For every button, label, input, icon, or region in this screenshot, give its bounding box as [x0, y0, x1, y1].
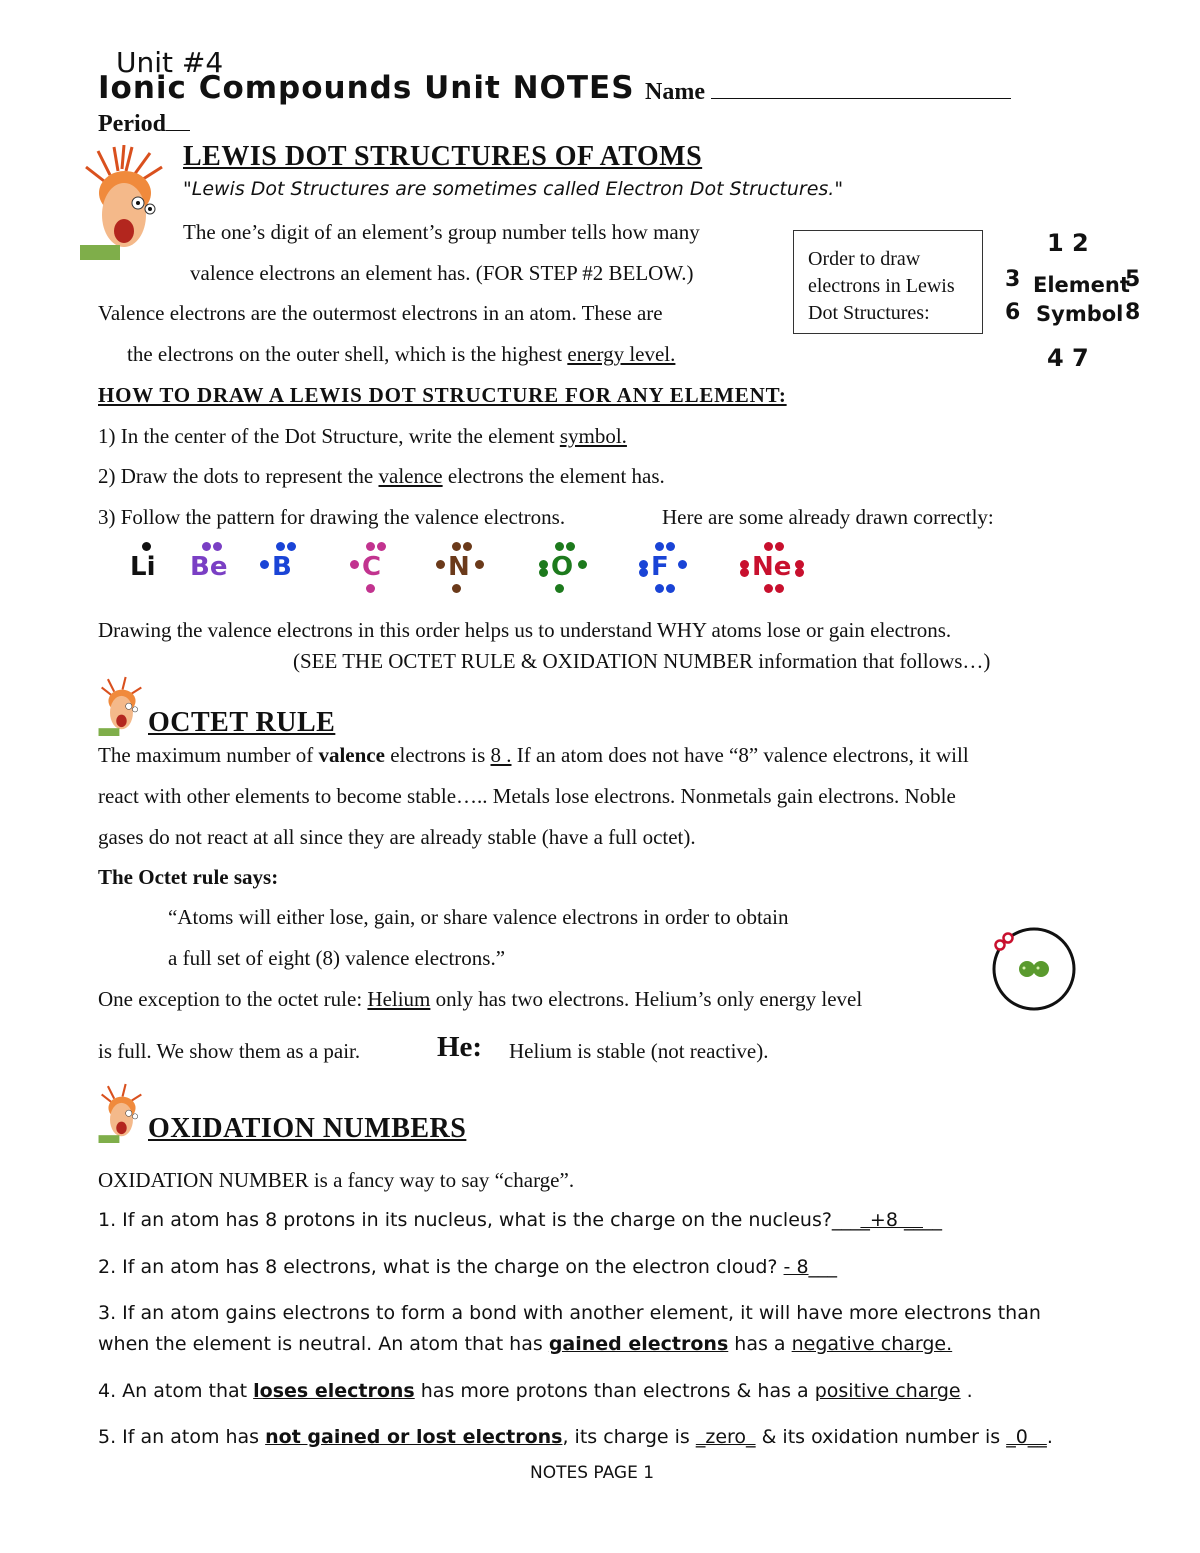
- how-to-heading: HOW TO DRAW A LEWIS DOT STRUCTURE FOR ANY ELEMENT:: [98, 383, 787, 407]
- order-box-text: Order to draw electrons in Lewis Dot Structures:: [808, 248, 955, 324]
- valence-electron-dot: [213, 542, 222, 551]
- valence-electron-dot: [764, 584, 773, 593]
- valence-electron-dot: [475, 560, 484, 569]
- atom-symbol: Be: [190, 552, 228, 582]
- valence-electron-dot: [775, 542, 784, 551]
- valence-electron-dot: [539, 568, 548, 577]
- page-footer: NOTES PAGE 1: [530, 1463, 655, 1483]
- octet-quote2: a full set of eight (8) valence electrons.”: [168, 946, 506, 970]
- valence-electron-dot: [452, 584, 461, 593]
- answer-2[interactable]: - 8: [783, 1256, 809, 1278]
- lewis-quote: "Lewis Dot Structures are sometimes called Electron Dot Structures.": [183, 178, 844, 200]
- valence-electron-dot: [350, 560, 359, 569]
- lewis-p2-line1: Valence electrons are the outermost electrons in an atom. These are: [98, 301, 663, 325]
- lewis-atom-n: [448, 552, 472, 586]
- valence-electron-dot: [655, 584, 664, 593]
- step-3-examples-label: Here are some already drawn correctly:: [662, 505, 994, 529]
- atom-symbol: N: [448, 552, 470, 582]
- drawing-line2: (SEE THE OCTET RULE & OXIDATION NUMBER information that follows…): [293, 649, 991, 673]
- lewis-atom-c: [362, 552, 386, 586]
- name-field[interactable]: [645, 78, 1011, 106]
- valence-electron-dot: [555, 542, 564, 551]
- period-blank[interactable]: [166, 114, 190, 131]
- lewis-p1-line2: valence electrons an element has. (FOR STEP #2 BELOW.): [190, 261, 694, 285]
- valence-electron-dot: [639, 568, 648, 577]
- atom-symbol: O: [551, 552, 574, 582]
- question-1: 1. If an atom has 8 protons in its nucleus, what is the charge on the nucleus?____+8 ____: [98, 1209, 942, 1231]
- oxidation-intro: OXIDATION NUMBER is a fancy way to say “charge”.: [98, 1168, 575, 1192]
- answer-3[interactable]: negative charge.: [791, 1333, 953, 1355]
- order-element: Element: [1033, 273, 1130, 297]
- step-3: 3) Follow the pattern for drawing the valence electrons.: [98, 505, 566, 529]
- order-left-top: 3: [1005, 267, 1021, 292]
- answer-5a[interactable]: _zero_: [695, 1426, 756, 1448]
- octet-line3: gases do not react at all since they are already stable (have a full octet).: [98, 825, 696, 849]
- lewis-atom-be: [190, 552, 230, 586]
- helium-stable: Helium is stable (not reactive).: [509, 1039, 769, 1063]
- valence-electron-dot: [452, 542, 461, 551]
- period-field[interactable]: [98, 111, 190, 138]
- octet-heading: OCTET RULE: [148, 707, 336, 738]
- helium-atom-diagram: [990, 925, 1080, 1015]
- order-top: 1 2: [1047, 229, 1089, 257]
- octet-line2: react with other elements to become stable….. Metals lose electrons. Nonmetals gain electrons. Noble: [98, 784, 956, 808]
- drawing-line1: Drawing the valence electrons in this order helps us to understand WHY atoms lose or gain electrons.: [98, 618, 952, 642]
- period-label: Period: [98, 111, 166, 137]
- valence-electron-dot: [276, 542, 285, 551]
- valence-electron-dot: [463, 542, 472, 551]
- answer-4[interactable]: positive charge: [814, 1380, 961, 1402]
- valence-electron-dot: [202, 542, 211, 551]
- lewis-atom-li: [130, 552, 170, 586]
- name-label: Name: [645, 79, 705, 105]
- valence-electron-dot: [260, 560, 269, 569]
- atom-symbol: C: [362, 552, 382, 582]
- valence-electron-dot: [740, 568, 749, 577]
- question-3-line2: when the element is neutral. An atom that has gained electrons has a negative charge.: [98, 1333, 953, 1355]
- octet-quote1: “Atoms will either lose, gain, or share valence electrons in order to obtain: [168, 905, 789, 929]
- octet-says: The Octet rule says:: [98, 865, 279, 889]
- valence-electron-dot: [678, 560, 687, 569]
- valence-electron-dot: [366, 542, 375, 551]
- question-3-line1: 3. If an atom gains electrons to form a bond with another element, it will have more electrons than: [98, 1302, 1041, 1324]
- octet-exception: One exception to the octet rule: Helium only has two electrons. Helium’s only energy level: [98, 987, 863, 1011]
- step-2: 2) Draw the dots to represent the valence electrons the element has.: [98, 464, 665, 488]
- question-2: 2. If an atom has 8 electrons, what is the charge on the electron cloud? - 8___: [98, 1256, 838, 1278]
- valence-electron-dot: [655, 542, 664, 551]
- beaker-muppet-image: [80, 145, 170, 260]
- valence-electron-dot: [578, 560, 587, 569]
- valence-electron-dot: [366, 584, 375, 593]
- beaker-muppet-small-image: [97, 676, 147, 736]
- lewis-heading: LEWIS DOT STRUCTURES OF ATOMS: [183, 141, 703, 172]
- atom-symbol: Ne: [752, 552, 792, 582]
- valence-electron-dot: [764, 542, 773, 551]
- question-4: 4. An atom that loses electrons has more protons than electrons & has a positive charge .: [98, 1380, 973, 1402]
- unit-label: Unit #4: [116, 46, 224, 79]
- valence-electron-dot: [775, 584, 784, 593]
- lewis-atom-f: [651, 552, 675, 586]
- octet-full: is full. We show them as a pair.: [98, 1039, 361, 1063]
- valence-electron-dot: [566, 542, 575, 551]
- lewis-atom-ne: [752, 552, 792, 586]
- atom-symbol: Li: [130, 552, 156, 582]
- beaker-muppet-small-image-2: [97, 1083, 147, 1143]
- lewis-atom-b: [272, 552, 296, 586]
- lewis-p1-line1: The one’s digit of an element’s group number tells how many: [183, 220, 700, 244]
- order-symbol: Symbol: [1036, 302, 1124, 326]
- valence-electron-dot: [555, 584, 564, 593]
- valence-electron-dot: [436, 560, 445, 569]
- order-right-bottom: 8: [1125, 300, 1141, 325]
- valence-electron-dot: [795, 568, 804, 577]
- order-bottom: 4 7: [1047, 344, 1089, 372]
- name-blank[interactable]: [711, 78, 1011, 99]
- lewis-p2-line2: the electrons on the outer shell, which is the highest energy level.: [127, 342, 676, 366]
- answer-5b[interactable]: _0__: [1006, 1426, 1047, 1448]
- valence-electron-dot: [377, 542, 386, 551]
- oxidation-heading: OXIDATION NUMBERS: [148, 1113, 467, 1144]
- helium-symbol: He:: [437, 1031, 483, 1063]
- answer-1[interactable]: _+8 __: [860, 1209, 923, 1231]
- question-5: 5. If an atom has not gained or lost electrons, its charge is _zero_ & its oxidation number is _0__.: [98, 1426, 1053, 1448]
- octet-line1: The maximum number of valence electrons is 8 . If an atom does not have “8” valence electrons, it will: [98, 743, 969, 767]
- valence-electron-dot: [142, 542, 151, 551]
- lewis-atom-o: [551, 552, 575, 586]
- valence-electron-dot: [666, 584, 675, 593]
- atom-symbol: F: [651, 552, 669, 582]
- valence-electron-dot: [666, 542, 675, 551]
- page-title: Ionic Compounds Unit NOTES: [98, 70, 635, 106]
- step-1: 1) In the center of the Dot Structure, write the element symbol.: [98, 424, 627, 448]
- order-right-top: 5: [1125, 267, 1141, 292]
- atom-symbol: B: [272, 552, 292, 582]
- order-left-bottom: 6: [1005, 300, 1021, 325]
- valence-electron-dot: [287, 542, 296, 551]
